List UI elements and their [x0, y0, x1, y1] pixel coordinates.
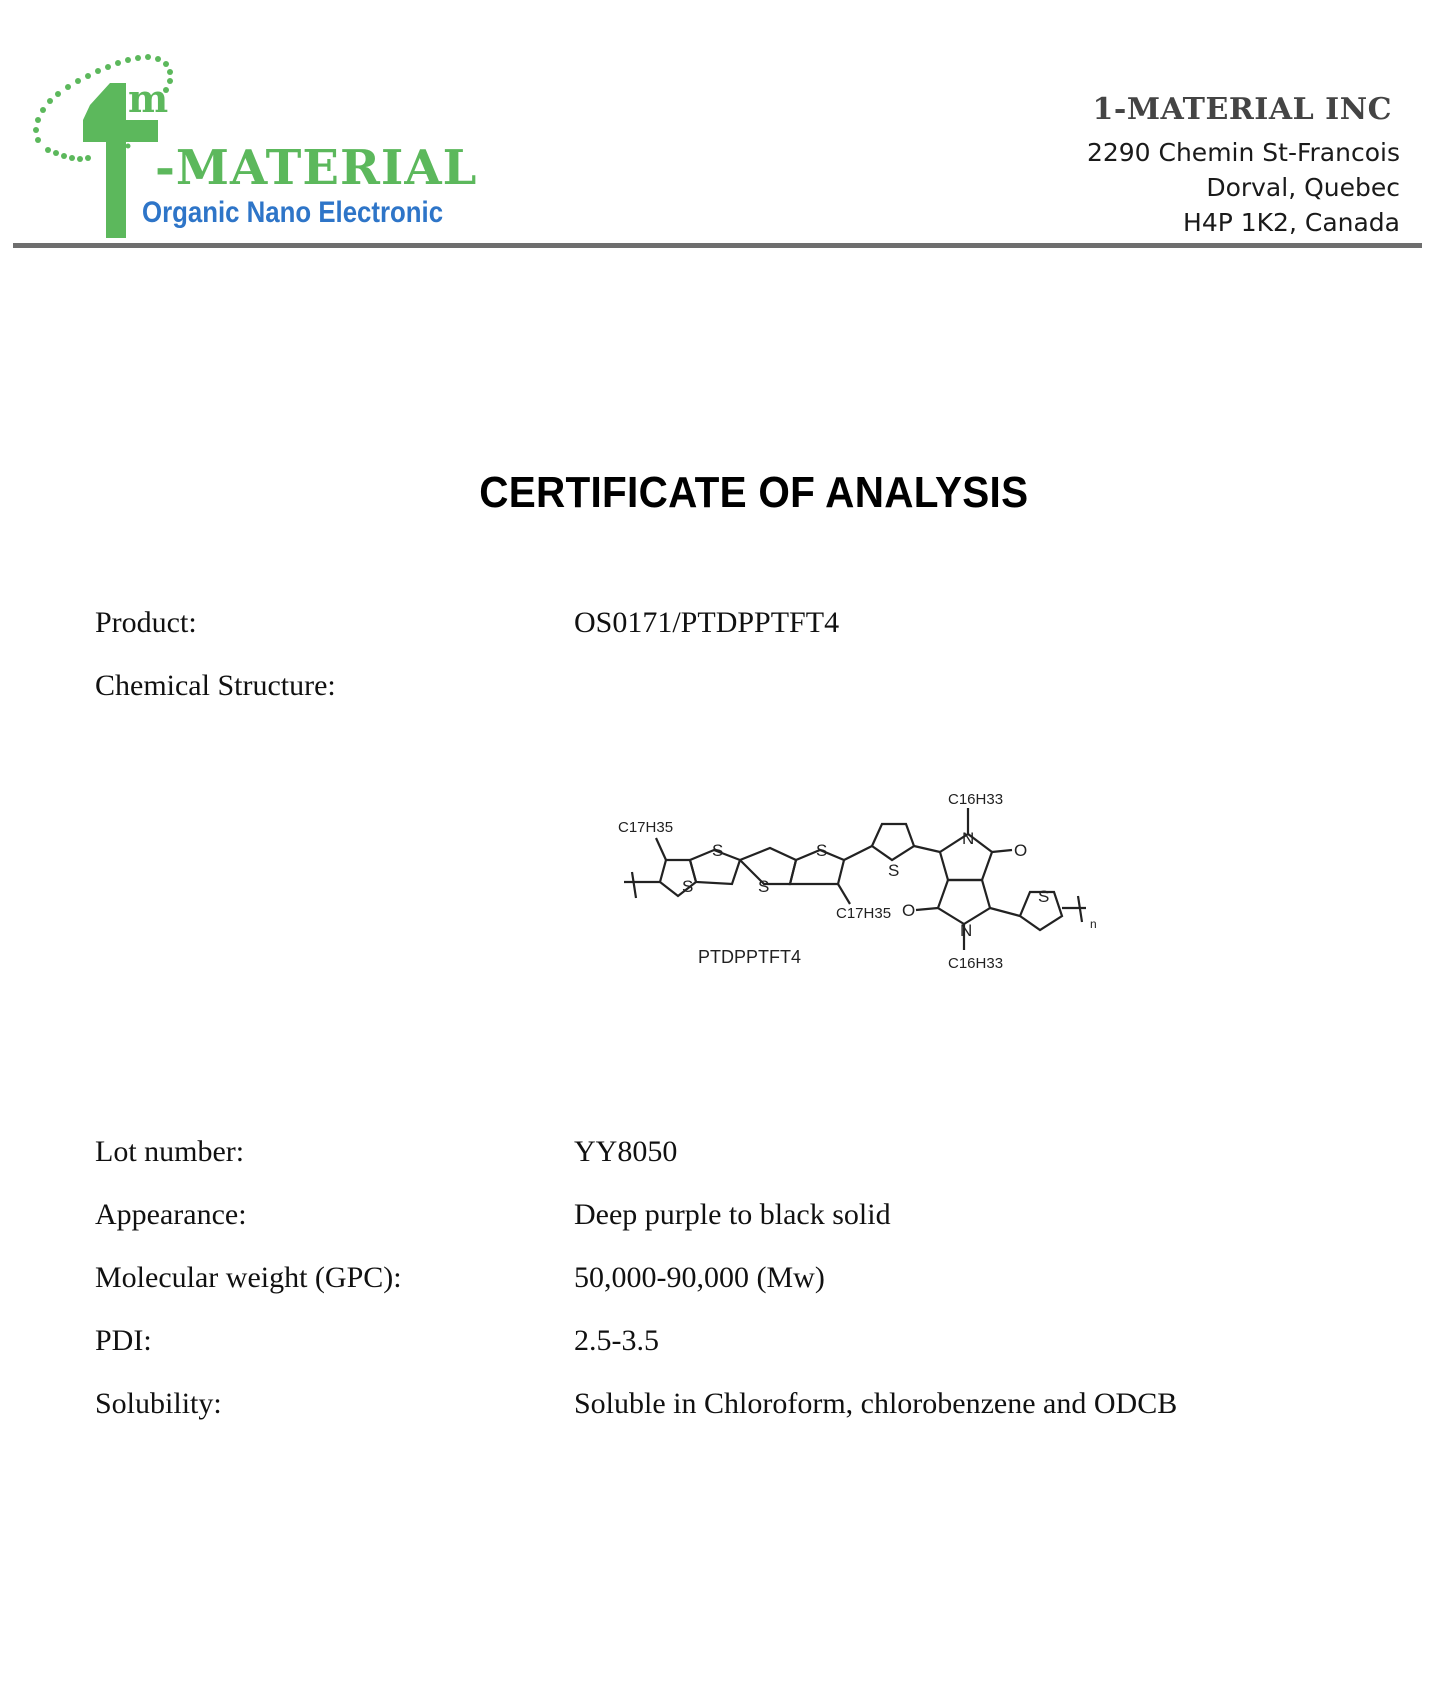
address-postal: H4P 1K2, Canada: [1183, 208, 1400, 237]
sulfur-atom-1: S: [682, 877, 694, 896]
appearance-value: Deep purple to black solid: [574, 1198, 891, 1231]
structure-caption: PTDPPTFT4: [698, 947, 802, 967]
address-street: 2290 Chemin St-Francois: [1086, 138, 1400, 167]
company-address-block: [1087, 92, 1400, 240]
repeat-index: n: [1090, 917, 1097, 931]
structure-label: Chemical Structure:: [95, 669, 336, 702]
dpp-lower-ring: [938, 880, 990, 924]
lot-label: Lot number:: [95, 1135, 245, 1168]
molecular-weight-label: Molecular weight (GPC):: [95, 1261, 402, 1294]
address-city: Dorval, Quebec: [1206, 173, 1400, 202]
molecular-weight-value: 50,000-90,000 (Mw): [574, 1261, 825, 1294]
side-chain-c16h33-2: C16H33: [948, 955, 1004, 972]
logo-tagline: Organic Nano Electronic: [142, 196, 444, 229]
thiophene-middle: [872, 824, 914, 860]
nitrogen-atom-1: N: [962, 829, 975, 848]
side-chain-c17h35-2: C17H35: [836, 905, 892, 922]
sulfur-atom-2: S: [712, 841, 724, 860]
logo-m-glyph: m: [128, 76, 169, 121]
chemical-structure-diagram: [600, 780, 1120, 985]
repeat-bracket-left: [624, 872, 660, 898]
sulfur-atom-6: S: [1038, 887, 1050, 906]
sulfur-atom-5: S: [888, 861, 900, 880]
oxygen-atom-2: O: [902, 901, 916, 920]
document-title: CERTIFICATE OF ANALYSIS: [479, 468, 1029, 517]
solubility-value: Soluble in Chloroform, chlorobenzene and ODCB: [574, 1387, 1178, 1420]
logo-wordmark: -MATERIAL: [155, 140, 478, 196]
sulfur-atom-3: S: [758, 877, 770, 896]
nitrogen-atom-2: N: [960, 921, 973, 940]
repeat-bracket-right: [1062, 896, 1086, 922]
lot-value: YY8050: [574, 1135, 678, 1168]
header-divider: [13, 243, 1422, 248]
pdi-label: PDI:: [95, 1324, 152, 1357]
side-chain-c16h33-1: C16H33: [948, 791, 1004, 808]
sulfur-atom-4: S: [816, 841, 828, 860]
solubility-label: Solubility:: [95, 1387, 222, 1420]
company-name: 1-MATERIAL INC: [1092, 92, 1392, 127]
product-value: OS0171/PTDPPTFT4: [574, 606, 840, 639]
pdi-value: 2.5-3.5: [574, 1324, 659, 1357]
appearance-label: Appearance:: [95, 1198, 247, 1231]
oxygen-atom-1: O: [1014, 841, 1028, 860]
side-chain-c17h35-1: C17H35: [618, 819, 674, 836]
product-label: Product:: [95, 606, 197, 639]
